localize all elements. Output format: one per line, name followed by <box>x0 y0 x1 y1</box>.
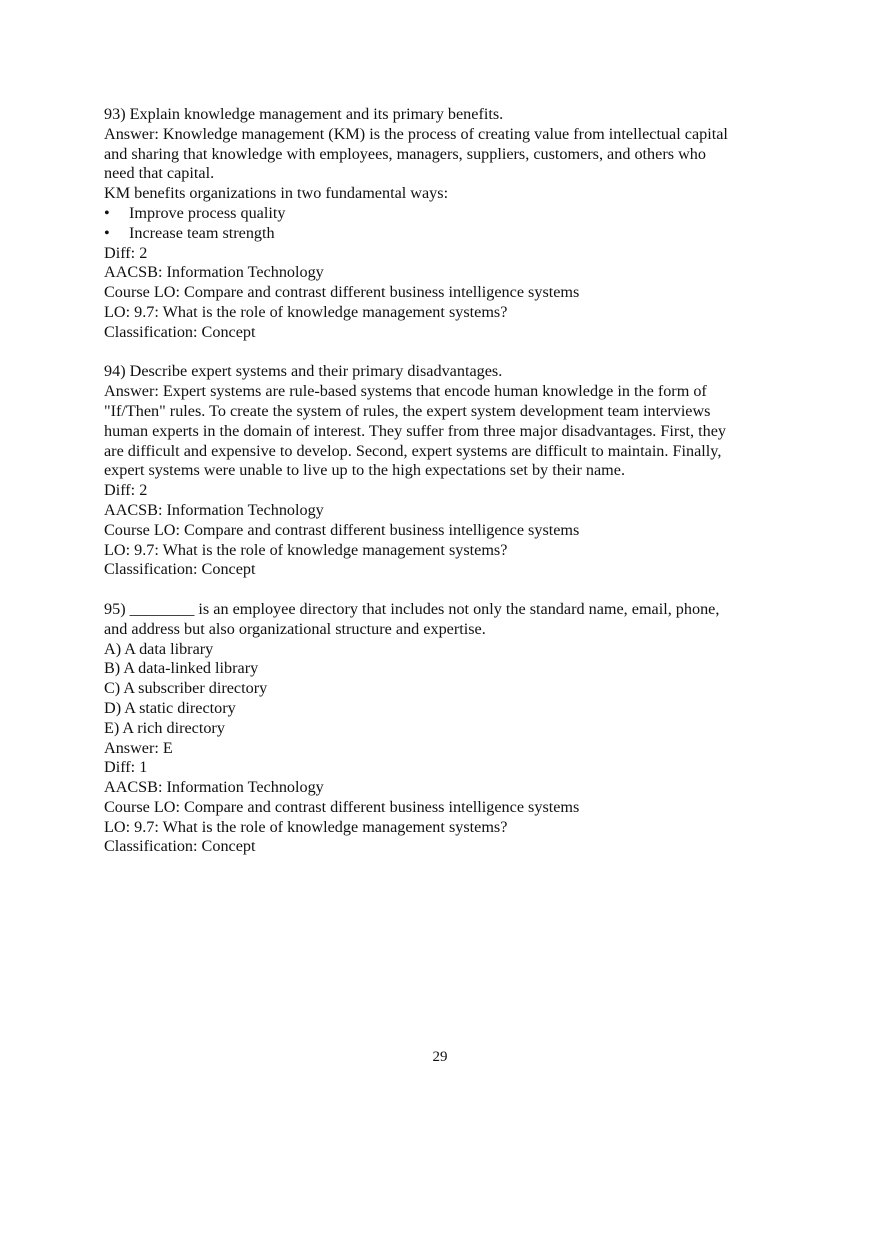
bullet-item <box>104 224 784 244</box>
question-block <box>104 362 784 580</box>
metadata-line: Classification: Concept <box>104 837 256 856</box>
answer-line: Answer: Knowledge management (KM) is the process of creating value from intellectual capital <box>104 124 728 143</box>
question-text: 93) Explain knowledge management and its primary benefits. <box>104 105 504 123</box>
answer-line: Answer: Expert systems are rule-based systems that encode human knowledge in the form of <box>104 382 707 401</box>
answer-line: A) A data library <box>104 639 214 658</box>
page-number: 29 <box>432 1049 448 1065</box>
metadata-line: LO: 9.7: What is the role of knowledge management systems? <box>104 817 508 836</box>
answer-line: and sharing that knowledge with employees, managers, suppliers, customers, and others who <box>104 144 706 163</box>
question-block <box>104 105 784 343</box>
answer-line: C) A subscriber directory <box>104 679 268 698</box>
bullet-item <box>104 204 784 224</box>
metadata-line: Course LO: Compare and contrast different business intelligence systems <box>104 283 580 302</box>
answer-line: "If/Then" rules. To create the system of rules, the expert system development team interviews <box>104 401 711 420</box>
metadata-line: Classification: Concept <box>104 560 256 579</box>
metadata-line: AACSB: Information Technology <box>104 500 324 519</box>
answer-line: D) A static directory <box>104 698 236 717</box>
answer-line: E) A rich directory <box>104 718 225 737</box>
answer-line: KM benefits organizations in two fundamental ways: <box>104 184 449 203</box>
answer-line: human experts in the domain of interest. They suffer from three major disadvantages. First, they <box>104 421 727 440</box>
bullet-icon: • <box>104 223 110 242</box>
bullet-text: Increase team strength <box>129 223 275 242</box>
bullet-icon: • <box>104 203 110 222</box>
metadata-line: Classification: Concept <box>104 322 256 341</box>
answer-line: and address but also organizational structure and expertise. <box>104 619 486 638</box>
answer-line: B) A data-linked library <box>104 659 259 678</box>
metadata-line: Diff: 1 <box>104 758 148 777</box>
question-block <box>104 600 784 857</box>
metadata-line: Course LO: Compare and contrast different business intelligence systems <box>104 797 580 816</box>
answer-line: need that capital. <box>104 164 215 183</box>
metadata-line: LO: 9.7: What is the role of knowledge management systems? <box>104 302 508 321</box>
metadata-line: Course LO: Compare and contrast different business intelligence systems <box>104 520 580 539</box>
metadata-line: LO: 9.7: What is the role of knowledge management systems? <box>104 540 508 559</box>
bullet-text: Improve process quality <box>129 203 286 222</box>
question-text: 94) Describe expert systems and their primary disadvantages. <box>104 362 503 381</box>
metadata-line: AACSB: Information Technology <box>104 778 324 797</box>
metadata-line: Diff: 2 <box>104 243 148 262</box>
document-page <box>104 105 784 877</box>
answer-line: expert systems were unable to live up to the high expectations set by their name. <box>104 461 626 480</box>
answer-line: Answer: E <box>104 738 173 757</box>
metadata-line: AACSB: Information Technology <box>104 263 324 282</box>
metadata-line: Diff: 2 <box>104 481 148 500</box>
question-text: 95) ________ is an employee directory that includes not only the standard name, email, phone, <box>104 599 720 618</box>
answer-line: are difficult and expensive to develop. Second, expert systems are difficult to maintain. Finally, <box>104 441 722 460</box>
